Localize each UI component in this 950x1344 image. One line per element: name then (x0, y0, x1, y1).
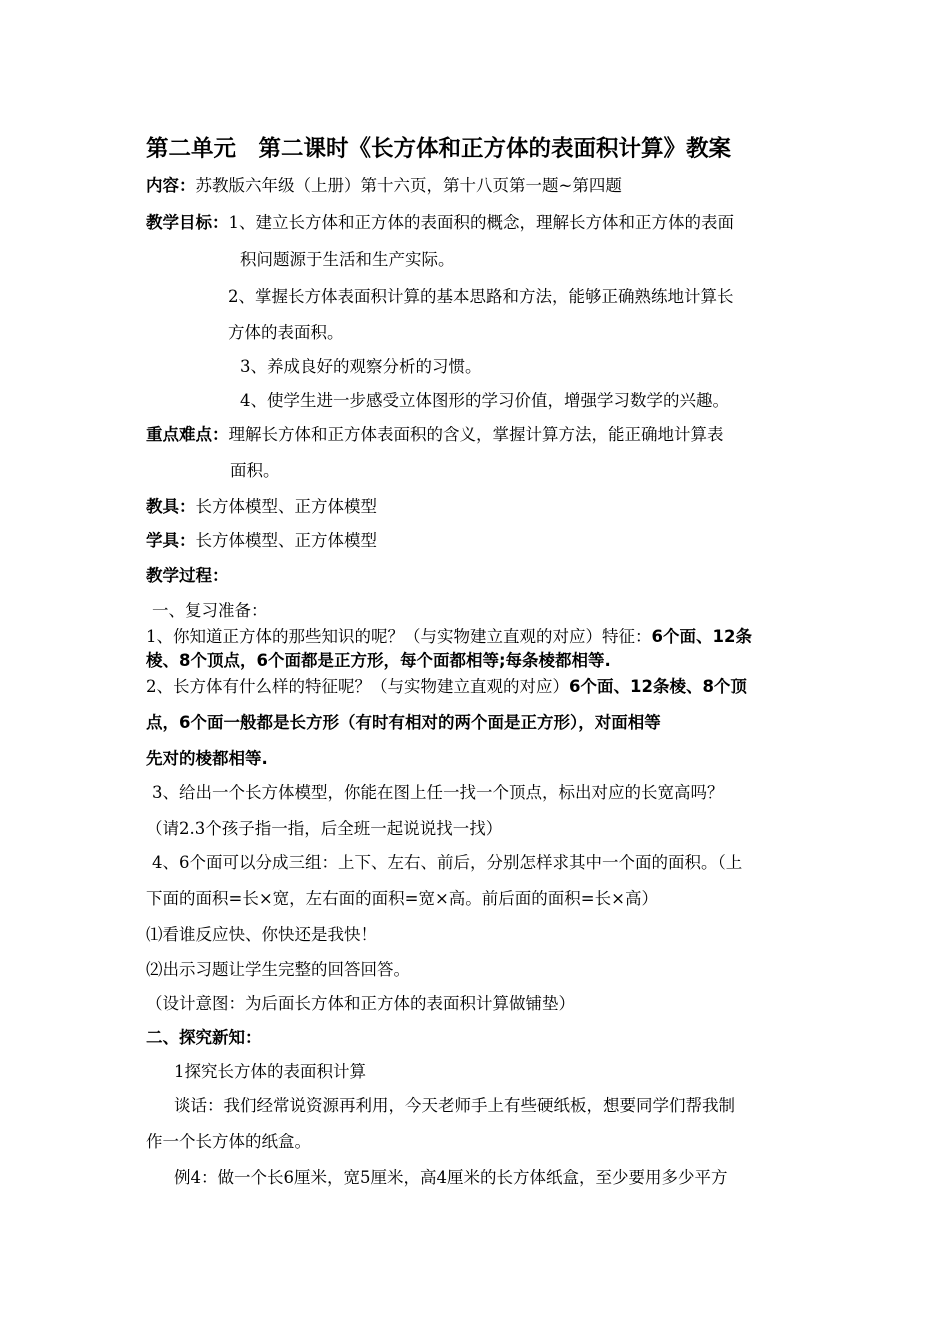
goal-2-text: 2、掌握长方体表面积计算的基本思路和方法，能够正确熟练地计算长 (228, 287, 734, 306)
key-points-line-1 (146, 424, 724, 446)
review-q1-bold: 6个面、12条 (651, 627, 752, 646)
review-q2-text: 2、长方体有什么样的特征呢？（与实物建立直观的对应） (146, 677, 569, 696)
review-q2-line-2: 点，6个面一般都是长方形（有时有相对的两个面是正方形），对面相等 (146, 713, 661, 732)
review-q2-line-1 (146, 676, 747, 698)
review-q2-bold: 6个面、12条棱、8个顶 (569, 677, 747, 696)
goal-4-text: 4、使学生进一步感受立体图形的学习价值，增强学习数学的兴趣。 (240, 391, 729, 410)
goal-2-continuation: 方体的表面积。 (228, 323, 344, 342)
page-title: 第二单元 第二课时《长方体和正方体的表面积计算》教案 (146, 136, 732, 162)
key-points-label: 重点难点： (146, 425, 229, 444)
process-label: 教学过程： (146, 566, 229, 585)
explore-talk-line-1: 谈话：我们经常说资源再利用，今天老师手上有些硬纸板，想要同学们帮我制 (174, 1096, 735, 1115)
review-heading: 一、复习准备： (152, 601, 268, 620)
teaching-tools-line (146, 496, 377, 518)
review-step-2: ⑵出示习题让学生完整的回答回答。 (146, 960, 410, 979)
explore-subheading: 1探究长方体的表面积计算 (174, 1062, 366, 1081)
student-tools-line (146, 530, 377, 552)
review-q1-line-1 (146, 626, 752, 648)
explore-heading: 二、探究新知： (146, 1028, 262, 1047)
goal-1-text: 1、建立长方体和正方体的表面积的概念，理解长方体和正方体的表面 (228, 213, 734, 232)
content-label: 内容： (146, 176, 196, 195)
review-q3-line-2: （请2.3个孩子指一指，后全班一起说说找一找） (146, 819, 503, 838)
content-line (146, 175, 622, 197)
goals-label: 教学目标： (146, 213, 229, 232)
review-step-1: ⑴看谁反应快、你快还是我快！ (146, 925, 377, 944)
goals-line-1 (146, 212, 734, 234)
content-text: 苏教版六年级（上册）第十六页，第十八页第一题~第四题 (195, 176, 622, 195)
goal-1-continuation: 积问题源于生活和生产实际。 (240, 250, 455, 269)
example-4-text: 例4：做一个长6厘米，宽5厘米，高4厘米的长方体纸盒，至少要用多少平方 (174, 1168, 728, 1187)
review-q3-line-1: 3、给出一个长方体模型，你能在图上任一找一个顶点，标出对应的长宽高吗？ (152, 783, 724, 802)
review-q4-line-2: 下面的面积=长×宽，左右面的面积=宽×高。前后面的面积=长×高） (146, 889, 658, 908)
design-intent-note: （设计意图：为后面长方体和正方体的表面积计算做铺垫） (146, 994, 575, 1013)
review-q4-line-1: 4、6个面可以分成三组：上下、左右、前后，分别怎样求其中一个面的面积。（上 (152, 853, 743, 872)
key-points-continuation: 面积。 (230, 461, 280, 480)
teaching-tools-label: 教具： (146, 497, 196, 516)
goal-3-text: 3、养成良好的观察分析的习惯。 (240, 357, 482, 376)
key-points-text: 理解长方体和正方体表面积的含义，掌握计算方法，能正确地计算表 (228, 425, 724, 444)
review-q1-line-2: 棱、8个顶点，6个面都是正方形，每个面都相等;每条棱都相等. (146, 651, 611, 670)
review-q2-line-3: 先对的棱都相等. (146, 749, 268, 768)
review-q1-text: 1、你知道正方体的那些知识的呢？（与实物建立直观的对应）特征： (146, 627, 652, 646)
student-tools-text: 长方体模型、正方体模型 (195, 531, 377, 550)
student-tools-label: 学具： (146, 531, 196, 550)
teaching-tools-text: 长方体模型、正方体模型 (195, 497, 377, 516)
explore-talk-line-2: 作一个长方体的纸盒。 (146, 1132, 311, 1151)
